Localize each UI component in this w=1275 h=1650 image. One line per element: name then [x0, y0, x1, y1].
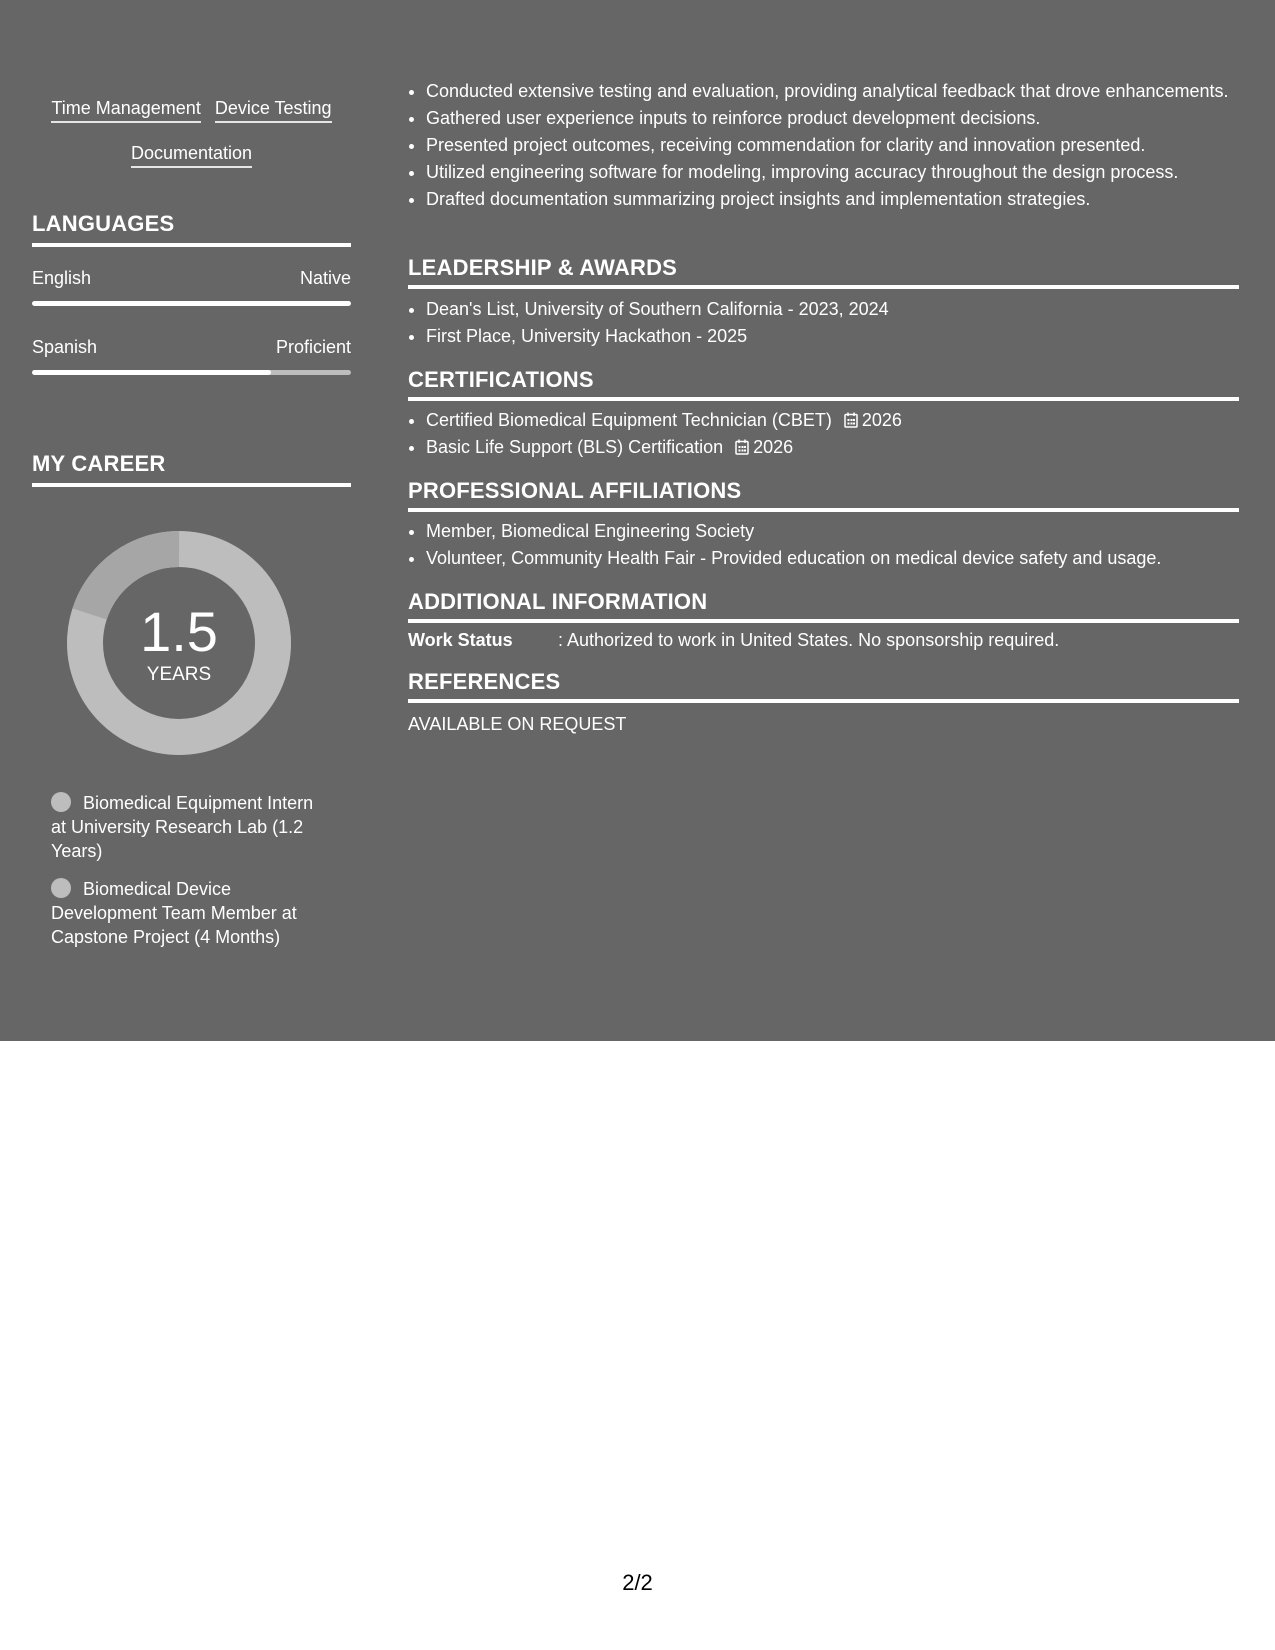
- leadership-item: • First Place, University Hackathon - 2025: [426, 323, 1239, 350]
- experience-bullet: • Presented project outcomes, receiving commendation for clarity and innovation presented.: [426, 133, 1239, 157]
- page-number: 2/2: [622, 1570, 653, 1595]
- career-legend-label: Biomedical Equipment Intern at University Research Lab (1.2 Years): [51, 793, 314, 861]
- career-legend-item: [51, 877, 331, 949]
- certification-item: [426, 434, 1239, 461]
- experience-bullet: • Drafted documentation summarizing project insights and implementation strategies.: [426, 187, 1239, 211]
- affiliations-list: [408, 518, 1239, 572]
- work-status-label: Work Status: [408, 630, 513, 650]
- experience-bullet: • Gathered user experience inputs to reinforce product development decisions.: [426, 106, 1239, 130]
- certifications-list: [408, 407, 1239, 461]
- leadership-heading: LEADERSHIP & AWARDS: [408, 255, 1239, 289]
- language-name: English: [32, 268, 92, 288]
- experience-bullet: • Utilized engineering software for modeling, improving accuracy throughout the design process.: [426, 160, 1239, 184]
- certifications-heading: CERTIFICATIONS: [408, 367, 1239, 401]
- certification-year: 2026: [753, 437, 794, 457]
- references-text: AVAILABLE ON REQUEST: [408, 714, 627, 734]
- certification-item: [426, 407, 1239, 434]
- languages-heading: LANGUAGES: [32, 211, 351, 247]
- language-level: Proficient: [275, 337, 351, 357]
- affiliation-item: • Member, Biomedical Engineering Society: [426, 518, 1239, 545]
- experience-bullet: • Conducted extensive testing and evaluation, providing analytical feedback that drove enhancements.: [426, 79, 1239, 103]
- leadership-item: • Dean's List, University of Southern California - 2023, 2024: [426, 296, 1239, 323]
- work-status-value: : Authorized to work in United States. No sponsorship required.: [558, 630, 1060, 650]
- affiliations-heading: PROFESSIONAL AFFILIATIONS: [408, 478, 1239, 512]
- career-total-value: 1.5: [140, 600, 218, 663]
- career-total-unit: YEARS: [146, 664, 212, 685]
- certification-year: 2026: [861, 410, 902, 430]
- language-proficiency-bar: [32, 370, 351, 375]
- skill-tag: Documentation: [131, 141, 252, 168]
- language-name: Spanish: [32, 337, 98, 357]
- career-legend-label: Biomedical Device Development Team Member at Capstone Project (4 Months): [51, 879, 297, 947]
- legend-dot: [51, 878, 71, 898]
- career-heading: MY CAREER: [32, 451, 351, 487]
- affiliation-item: • Volunteer, Community Health Fair - Provided education on medical device safety and usage.: [426, 545, 1239, 572]
- language-proficiency-fill: [32, 370, 271, 375]
- language-level: Native: [299, 268, 351, 288]
- experience-bullets: [408, 79, 1239, 211]
- certification-name: Basic Life Support (BLS) Certification: [426, 437, 724, 457]
- legend-dot: [51, 792, 71, 812]
- career-legend-item: [51, 791, 331, 863]
- calendar-icon: [844, 412, 858, 428]
- skill-tag: Device Testing: [215, 96, 332, 123]
- additional-info-heading: ADDITIONAL INFORMATION: [408, 589, 1239, 623]
- certification-name: Certified Biomedical Equipment Technician (CBET): [426, 410, 832, 430]
- calendar-icon: [735, 439, 749, 455]
- leadership-list: [408, 296, 1239, 350]
- language-proficiency-bar: [32, 301, 351, 306]
- references-heading: REFERENCES: [408, 669, 1239, 703]
- skill-tag: Time Management: [51, 96, 200, 123]
- skills-list: [32, 86, 351, 176]
- language-proficiency-fill: [32, 301, 351, 306]
- work-status-row: [408, 630, 1239, 651]
